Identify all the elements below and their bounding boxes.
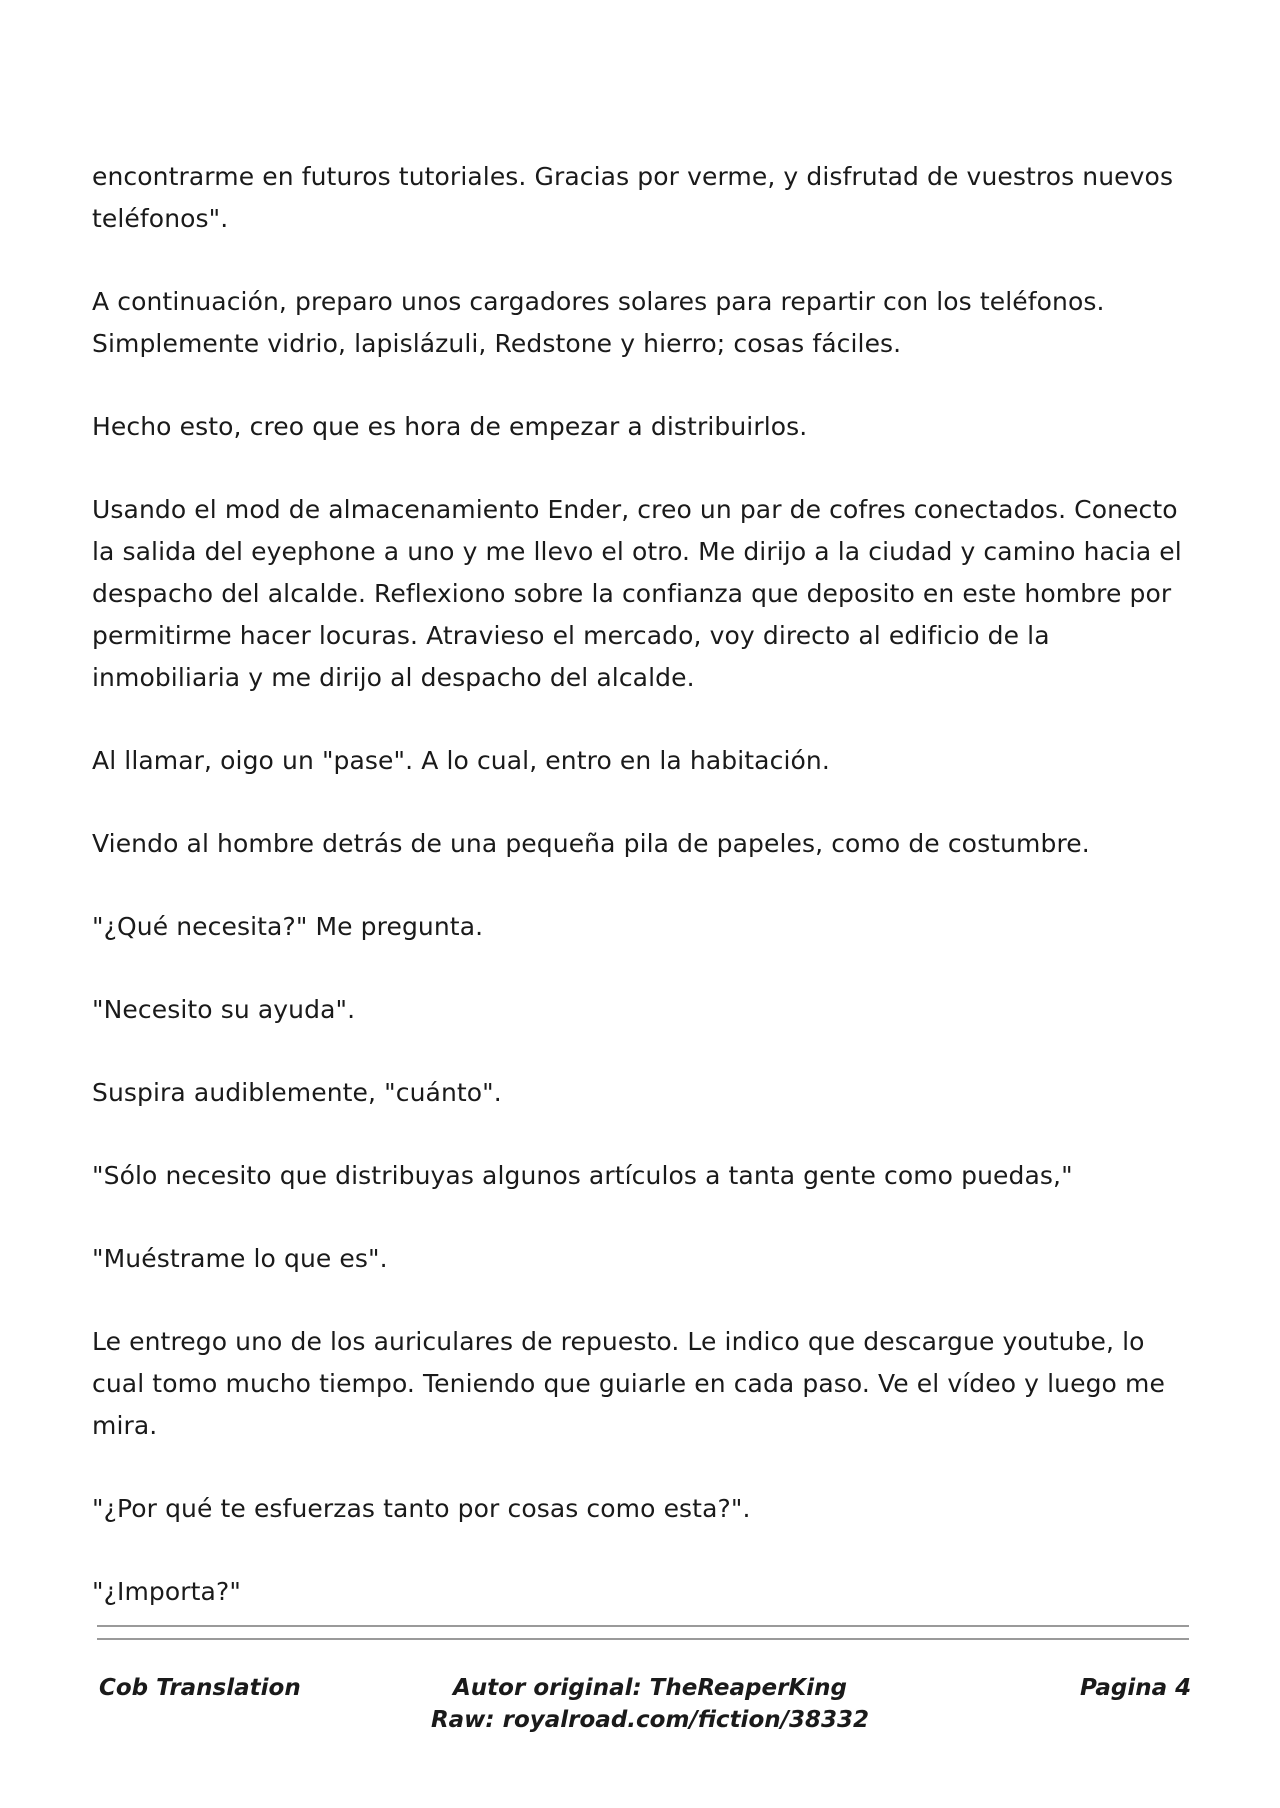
paragraph-3: Hecho esto, creo que es hora de empezar a distribuirlos. bbox=[92, 412, 808, 441]
paragraph-9: Suspira audiblemente, "cuánto". bbox=[92, 1078, 502, 1107]
paragraph-10: "Sólo necesito que distribuyas algunos artículos a tanta gente como puedas," bbox=[92, 1161, 1073, 1190]
paragraph-1: encontrarme en futuros tutoriales. Gracias por verme, y disfrutad de vuestros nuevos teléfonos". bbox=[92, 162, 1174, 233]
footer-raw-source-line: Raw: royalroad.com/fiction/38332 bbox=[430, 1707, 870, 1733]
paragraph-13: "¿Por qué te esfuerzas tanto por cosas como esta?". bbox=[92, 1494, 751, 1523]
paragraph-8: "Necesito su ayuda". bbox=[92, 995, 356, 1024]
page-number: Pagina 4 bbox=[1080, 1675, 1192, 1701]
paragraph-12: Le entrego uno de los auriculares de repuesto. Le indico que descargue youtube, lo cual tomo mucho tiempo. Teniendo que guiarle en cada paso. Ve el vídeo y luego me mira. bbox=[92, 1327, 1165, 1440]
footer-author-credit bbox=[380, 1672, 920, 1736]
footer-divider-bottom bbox=[97, 1638, 1189, 1640]
footer-translator-credit: Cob Translation bbox=[99, 1675, 301, 1701]
paragraph-7: "¿Qué necesita?" Me pregunta. bbox=[92, 912, 484, 941]
body-text bbox=[92, 156, 1192, 1654]
paragraph-6: Viendo al hombre detrás de una pequeña pila de papeles, como de costumbre. bbox=[92, 829, 1090, 858]
paragraph-5: Al llamar, oigo un "pase". A lo cual, entro en la habitación. bbox=[92, 746, 830, 775]
paragraph-14: "¿Importa?" bbox=[92, 1577, 241, 1606]
footer-divider-top bbox=[97, 1625, 1189, 1627]
paragraph-4: Usando el mod de almacenamiento Ender, creo un par de cofres conectados. Conecto la salida del eyephone a uno y me llevo el otro. Me dirijo a la ciudad y camino hacia el despacho del alcalde. Reflexiono sobre la confianza que deposito en este hombre por permitirme hacer locuras. Atravieso el mercado, voy directo al edificio de la inmobiliaria y me dirijo al despacho del alcalde. bbox=[92, 495, 1182, 692]
paragraph-2: A continuación, preparo unos cargadores solares para repartir con los teléfonos. Simplemente vidrio, lapislázuli, Redstone y hierro; cosas fáciles. bbox=[92, 287, 1105, 358]
paragraph-11: "Muéstrame lo que es". bbox=[92, 1244, 388, 1273]
footer-author-line: Autor original: TheReaperKing bbox=[453, 1675, 847, 1701]
